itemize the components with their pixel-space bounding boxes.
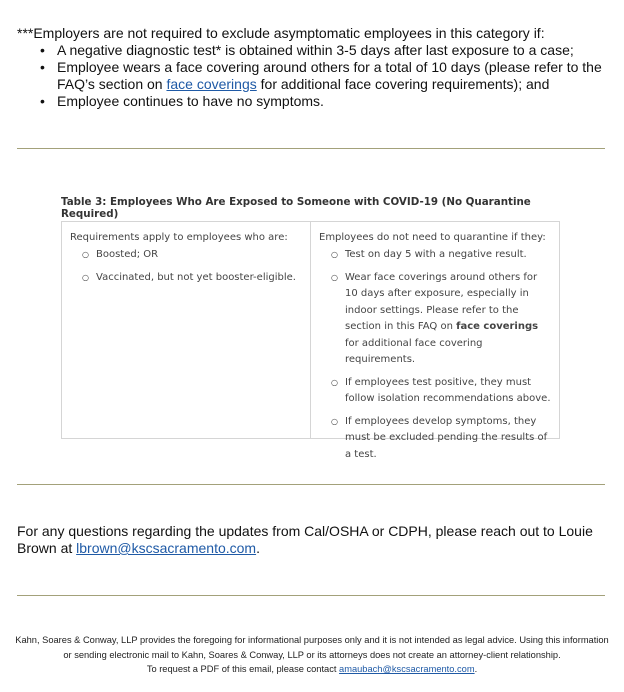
contact-email-link[interactable]: lbrown@kscsacramento.com [76, 540, 257, 556]
exemption-list [17, 42, 612, 110]
list-item-text: Test on day 5 with a negative result. [345, 249, 527, 260]
face-coverings-bold: face coverings [456, 321, 539, 332]
contact-text-post: . [256, 540, 260, 556]
list-item-text: Boosted; OR [96, 249, 159, 260]
list-item [331, 375, 551, 408]
list-item-text: Wear face coverings around others for 10 days after exposure, especially in indoor settings. Please refer to the section in this FAQ on [345, 271, 538, 332]
circle-bullet-icon: ○ [331, 377, 338, 387]
circle-bullet-icon: ○ [82, 272, 89, 282]
list-item [82, 270, 302, 287]
list-item-text: Employee wears a face covering around others for a total of 10 days (please refer to the FAQ’s section on [57, 59, 602, 92]
no-quarantine-list [331, 247, 551, 469]
exemption-conditions [17, 25, 612, 110]
pdf-email-link[interactable]: amaubach@kscsacramento.com [339, 664, 475, 674]
column-heading: Employees do not need to quarantine if they: [319, 232, 546, 243]
table-grid [61, 221, 560, 460]
circle-bullet-icon: ○ [331, 416, 338, 426]
contact-text-pre: For any questions regarding the updates from Cal/OSHA or CDPH, please reach out to Louie Brown at [17, 523, 593, 556]
circle-bullet-icon: ○ [331, 272, 338, 282]
list-item: • Employee continues to have no symptoms. [57, 93, 612, 110]
table-title: Table 3: Employees Who Are Exposed to Someone with COVID-19 (No Quarantine Required) [61, 196, 531, 220]
divider [17, 148, 605, 149]
divider [17, 484, 605, 485]
list-item: • A negative diagnostic test* is obtained within 3-5 days after last exposure to a case; [57, 42, 612, 59]
list-item-text: for additional face covering requirements. [345, 337, 483, 365]
list-item-text: Vaccinated, but not yet booster-eligible. [96, 271, 296, 283]
footer [10, 633, 614, 677]
requirements-list [82, 247, 302, 292]
list-item [331, 414, 551, 464]
list-item-text: If employees develop symptoms, they must be excluded pending the results of a test. [345, 415, 548, 460]
circle-bullet-icon: ○ [82, 250, 89, 259]
contact-text [17, 523, 612, 557]
contact-paragraph [17, 523, 612, 557]
pdf-request [10, 662, 614, 677]
list-item [331, 270, 551, 369]
list-item [57, 59, 612, 93]
list-item-text: for additional face covering requirements); and [256, 76, 550, 92]
disclaimer-text: Kahn, Soares & Conway, LLP provides the foregoing for informational purposes only and it is not intended as legal advice. Using this information or sending electronic mail to Kahn, Soares & Conway, LLP or its attorneys does not create an attorney-client relationship. [15, 635, 609, 660]
table-3-image [49, 188, 575, 460]
list-item [82, 247, 302, 264]
circle-bullet-icon: ○ [331, 250, 338, 259]
divider [17, 595, 605, 596]
face-coverings-link[interactable]: face coverings [166, 76, 257, 92]
list-item [331, 247, 551, 264]
pdf-request-text-end: . [474, 664, 478, 674]
exemption-heading: ***Employers are not required to exclude asymptomatic employees in this category if: [17, 25, 545, 41]
list-item-text: If employees test positive, they must follow isolation recommendations above. [345, 376, 551, 404]
pdf-request-text: To request a PDF of this email, please contact [146, 664, 340, 674]
column-heading: Requirements apply to employees who are: [70, 232, 288, 243]
table-column-requirements [62, 222, 311, 438]
table-column-no-quarantine [311, 222, 559, 460]
